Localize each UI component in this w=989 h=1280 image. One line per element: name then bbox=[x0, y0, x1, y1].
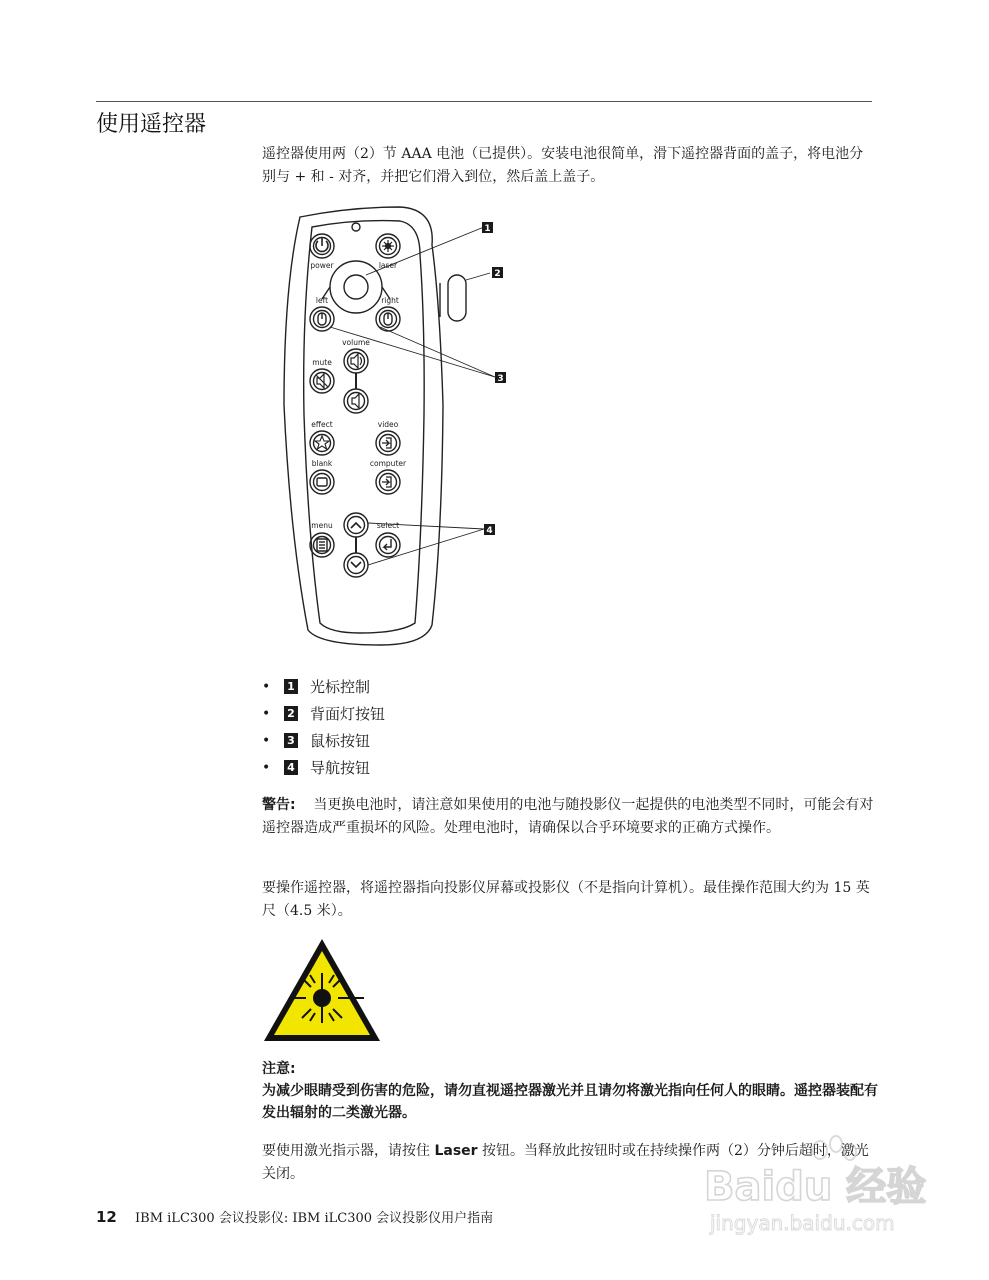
enter-icon bbox=[384, 539, 391, 550]
warning-label: 警告: bbox=[262, 797, 296, 813]
callout-legend bbox=[262, 673, 662, 781]
legend-item bbox=[262, 727, 662, 754]
laser-warning-icon bbox=[262, 937, 382, 1043]
label-mute: mute bbox=[312, 358, 332, 367]
label-select: select bbox=[376, 521, 400, 530]
bullet: • bbox=[262, 732, 271, 749]
legend-item bbox=[262, 754, 662, 781]
legend-item bbox=[262, 700, 662, 727]
speaker-up-icon bbox=[351, 354, 362, 368]
callout-2: 2 bbox=[494, 269, 501, 279]
legend-text: 光标控制 bbox=[310, 678, 371, 696]
bullet: • bbox=[262, 759, 271, 776]
legend-item bbox=[262, 673, 662, 700]
laser-text-before: 要使用激光指示器，请按住 bbox=[262, 1143, 430, 1159]
footer-text: IBM iLC300 会议投影仪: IBM iLC300 会议投影仪用户指南 bbox=[135, 1211, 494, 1226]
label-blank: blank bbox=[311, 459, 333, 468]
legend-text: 背面灯按钮 bbox=[310, 705, 386, 723]
warning-paragraph bbox=[262, 794, 874, 840]
header-rule bbox=[96, 101, 872, 102]
laser-text-after: 按钮。当释放此按钮时或在持续操作两（2）分钟后超时，激光关闭。 bbox=[262, 1143, 869, 1182]
remote-diagram bbox=[260, 205, 520, 655]
legend-text: 导航按钮 bbox=[310, 759, 371, 777]
star-icon bbox=[315, 436, 329, 449]
cursor-control bbox=[344, 275, 368, 299]
label-menu: menu bbox=[311, 521, 333, 530]
section-title: 使用遥控器 bbox=[96, 112, 207, 137]
blank-icon bbox=[317, 478, 327, 486]
callout-3: 3 bbox=[497, 374, 504, 384]
caution-label: 注意: bbox=[262, 1061, 296, 1077]
chevron-up-icon bbox=[351, 523, 361, 528]
page-number: 12 bbox=[96, 1208, 117, 1226]
bullet: • bbox=[262, 705, 271, 722]
chevron-down-icon bbox=[351, 562, 361, 567]
baidu-watermark bbox=[700, 1130, 940, 1240]
laser-keyword: Laser bbox=[434, 1143, 478, 1159]
page-footer bbox=[96, 1207, 493, 1226]
watermark-brand: Baidu 经验 bbox=[704, 1164, 927, 1210]
label-volume: volume bbox=[342, 338, 370, 347]
label-computer: computer bbox=[369, 459, 407, 468]
computer-input-icon bbox=[382, 477, 391, 487]
label-laser: laser bbox=[378, 261, 398, 270]
backlight-switch bbox=[448, 275, 466, 321]
label-left: left bbox=[315, 296, 329, 305]
intro-paragraph: 遥控器使用两（2）节 AAA 电池（已提供）。安装电池很简单，滑下遥控器背面的盖子，将电池分别与 + 和 - 对齐，并把它们滑入到位，然后盖上盖子。 bbox=[262, 146, 864, 185]
watermark-url: jingyan.baidu.com bbox=[710, 1211, 895, 1235]
caution-block bbox=[262, 1058, 882, 1124]
caution-text: 为减少眼睛受到伤害的危险，请勿直视遥控器激光并且请勿将激光指向任何人的眼睛。遥控器装配有发出辐射的二类激光器。 bbox=[262, 1083, 878, 1121]
label-effect: effect bbox=[311, 420, 333, 429]
label-right: right bbox=[381, 296, 399, 305]
warning-text: 当更换电池时，请注意如果使用的电池与随投影仪一起提供的电池类型不同时，可能会有对遥控器造成严重损坏的风险。处理电池时，请确保以合乎环境要求的正确方式操作。 bbox=[262, 797, 874, 836]
label-power: power bbox=[310, 261, 334, 270]
callout-4: 4 bbox=[486, 526, 493, 536]
legend-text: 鼠标按钮 bbox=[310, 732, 371, 750]
callout-1: 1 bbox=[484, 224, 491, 234]
bullet: • bbox=[262, 678, 271, 695]
legend-badge: 1 bbox=[284, 679, 298, 694]
legend-badge: 2 bbox=[284, 706, 298, 721]
legend-badge: 3 bbox=[284, 733, 298, 748]
mute-icon bbox=[316, 374, 328, 388]
operate-paragraph: 要操作遥控器，将遥控器指向投影仪屏幕或投影仪（不是指向计算机）。最佳操作范围大约为 15 英尺（4.5 米）。 bbox=[262, 880, 870, 919]
laser-icon bbox=[382, 240, 394, 252]
cursor-ring bbox=[330, 261, 382, 313]
input-icon bbox=[382, 438, 391, 448]
label-video: video bbox=[377, 420, 399, 429]
legend-badge: 4 bbox=[284, 760, 298, 775]
speaker-down-icon bbox=[352, 394, 359, 408]
